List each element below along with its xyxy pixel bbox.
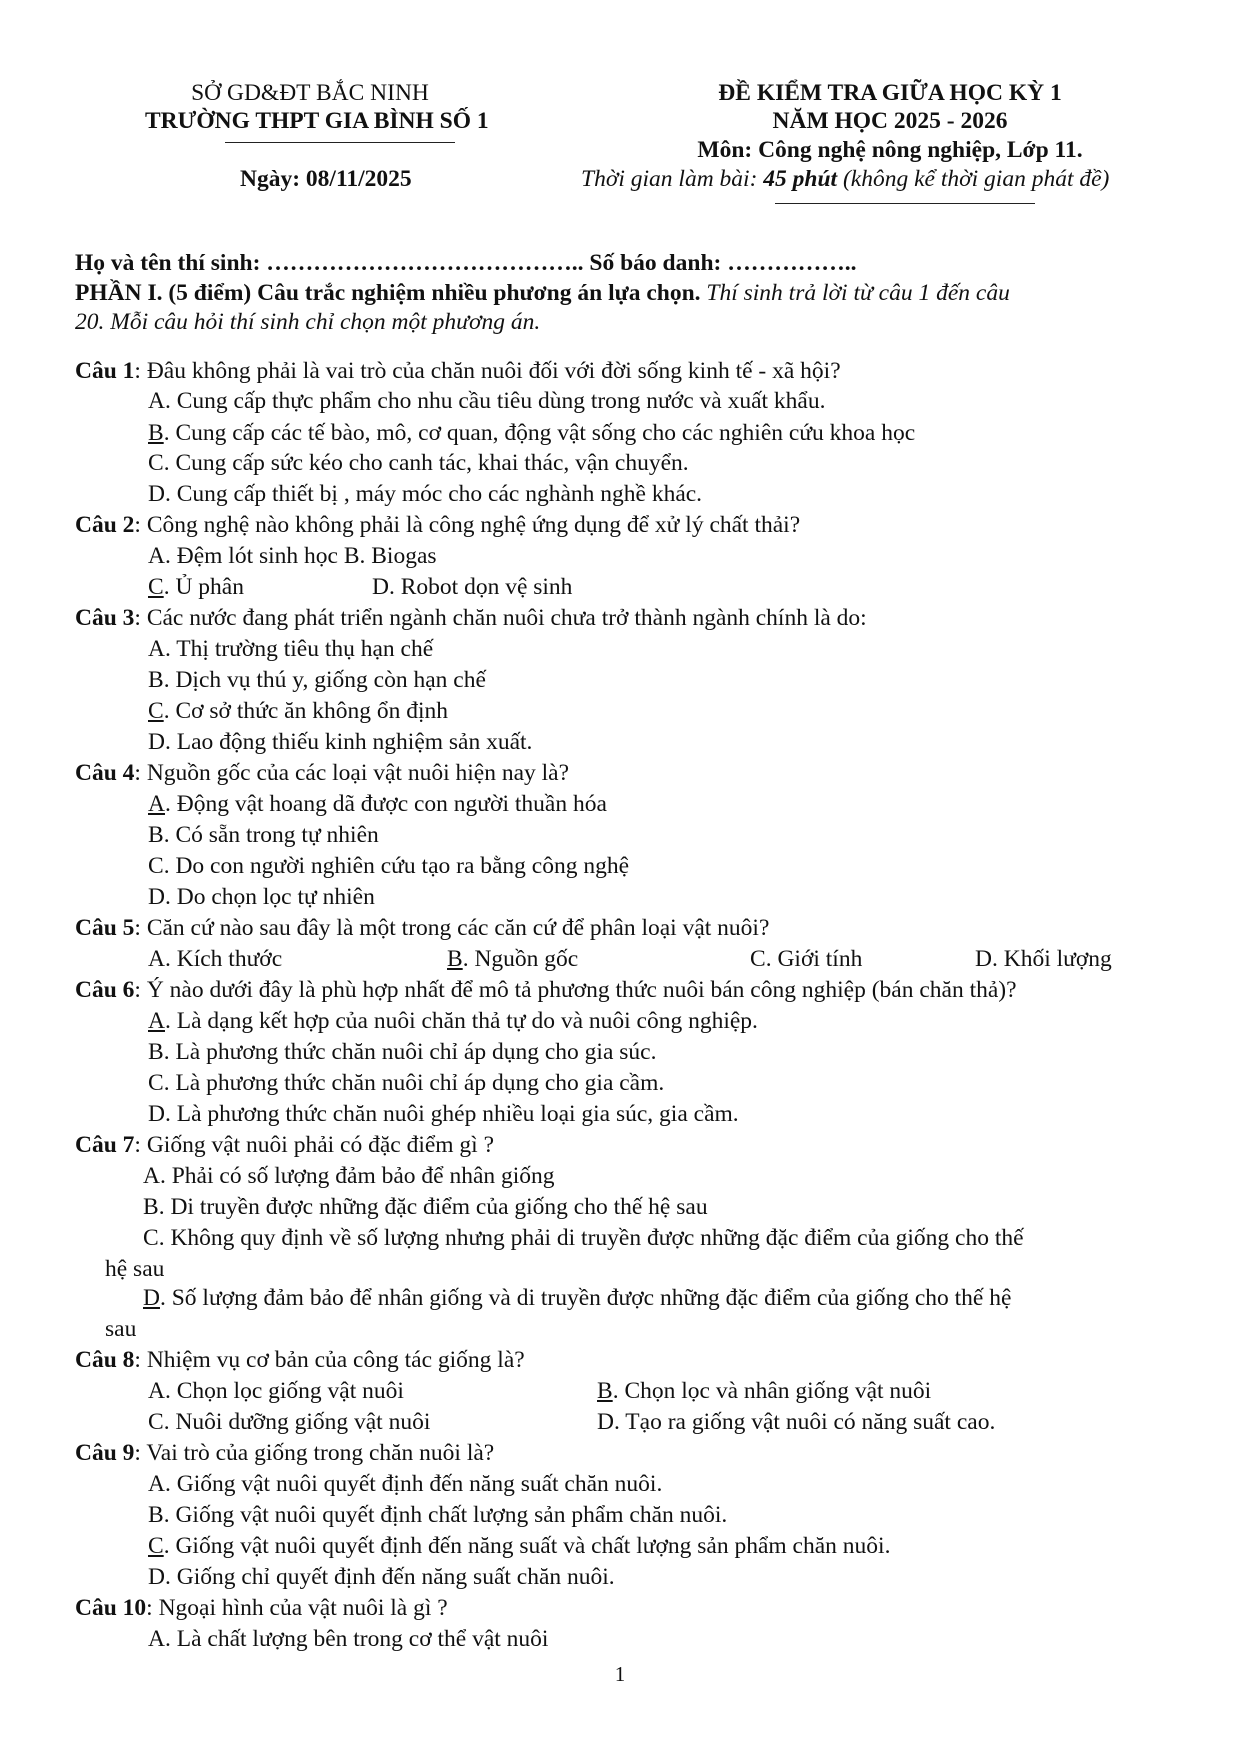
question-label: Câu 9: [75, 1440, 135, 1466]
option-text: . Giống vật nuôi quyết định chất lượng sản phẩm chăn nuôi.: [163, 1502, 728, 1528]
option-text: . Cung cấp thực phẩm cho nhu cầu tiêu dùng trong nước và xuất khẩu.: [164, 388, 826, 414]
option-text: . Giống vật nuôi quyết định đến năng suất và chất lượng sản phẩm chăn nuôi.: [163, 1533, 891, 1559]
option-text: . Khối lượng: [991, 946, 1112, 972]
question-label: Câu 3: [75, 605, 135, 631]
option-text: . Cơ sở thức ăn không ổn định: [163, 698, 449, 724]
answer-option[interactable]: [148, 667, 486, 694]
option-text: . Đệm lót sinh học B. Biogas: [164, 543, 437, 569]
option-key: B: [447, 946, 463, 972]
answer-option[interactable]: [148, 1409, 430, 1436]
option-text: . Giống vật nuôi quyết định đến năng suất chăn nuôi.: [164, 1471, 663, 1497]
option-text-continued: hệ sau: [105, 1256, 165, 1282]
answer-option[interactable]: [148, 1626, 548, 1653]
part1-instruction: 20. Mỗi câu hỏi thí sinh chỉ chọn một phương án.: [75, 309, 541, 335]
question-text: : Các nước đang phát triển ngành chăn nuôi chưa trở thành ngành chính là do:: [134, 605, 867, 631]
option-text: . Tạo ra giống vật nuôi có năng suất cao.: [613, 1409, 996, 1435]
option-key: D: [372, 574, 389, 600]
option-text: . Robot dọn vệ sinh: [388, 574, 573, 600]
option-key: B: [143, 1194, 159, 1220]
answer-option[interactable]: [148, 1502, 727, 1529]
answer-option[interactable]: [148, 822, 379, 849]
option-key: C: [148, 450, 164, 476]
question-text: : Vai trò của giống trong chăn nuôi là?: [134, 1440, 495, 1466]
question-text: : Ngoại hình của vật nuôi là gì ?: [146, 1595, 448, 1621]
option-text: . Giống chỉ quyết định đến năng suất chăn nuôi.: [164, 1564, 615, 1590]
option-key: B: [597, 1378, 613, 1404]
option-key: A: [148, 791, 165, 817]
answer-option[interactable]: [148, 481, 702, 508]
answer-option[interactable]: [597, 1378, 931, 1405]
option-key: C: [148, 1409, 164, 1435]
option-key: D: [148, 1101, 165, 1127]
question-stem: [75, 1347, 525, 1374]
candidate-info-line: Họ và tên thí sinh: ………………………………….. Số báo danh: ……………..: [75, 250, 857, 276]
option-key: A: [148, 388, 165, 414]
option-text: . Cung cấp thiết bị , máy móc cho các nghành nghề khác.: [164, 481, 703, 507]
answer-option[interactable]: [148, 388, 825, 415]
option-key: A: [143, 1163, 160, 1189]
option-text: . Là dạng kết hợp của nuôi chăn thả tự do và nuôi công nghiệp.: [164, 1008, 758, 1034]
answer-option[interactable]: [148, 853, 629, 880]
question-label: Câu 4: [75, 760, 135, 786]
answer-option[interactable]: [597, 1409, 995, 1436]
option-text: . Có sẵn trong tự nhiên: [163, 822, 379, 848]
question-text: : Nguồn gốc của các loại vật nuôi hiện nay là?: [134, 760, 570, 786]
answer-option[interactable]: [148, 1533, 890, 1560]
answer-option[interactable]: [447, 946, 578, 973]
question-stem: [75, 605, 867, 632]
time-allowed: Thời gian làm bài: 45 phút (không kể thời gian phát đề): [581, 166, 1110, 192]
option-key: C: [148, 1070, 164, 1096]
option-key: A: [148, 1008, 165, 1034]
answer-option[interactable]: [148, 1070, 664, 1097]
page-number: 1: [614, 1662, 626, 1686]
option-key: B: [148, 667, 164, 693]
option-text: . Là phương thức chăn nuôi chỉ áp dụng cho gia súc.: [163, 1039, 657, 1065]
question-label: Câu 7: [75, 1132, 135, 1158]
option-key: A: [148, 543, 165, 569]
question-stem: [75, 760, 569, 787]
option-key: A: [148, 1378, 165, 1404]
option-key: B: [148, 420, 164, 446]
option-text: . Cung cấp các tế bào, mô, cơ quan, động vật sống cho các nghiên cứu khoa học: [163, 420, 916, 446]
question-label: Câu 2: [75, 512, 135, 538]
option-text: . Dịch vụ thú y, giống còn hạn chế: [163, 667, 486, 693]
question-stem: [75, 358, 841, 385]
answer-option[interactable]: [372, 574, 572, 601]
question-label: Câu 8: [75, 1347, 135, 1373]
option-key: D: [597, 1409, 614, 1435]
question-text: : Công nghệ nào không phải là công nghệ ứng dụng để xử lý chất thải?: [134, 512, 801, 538]
option-text: . Động vật hoang dã được con người thuần hóa: [164, 791, 607, 817]
option-text: . Chọn lọc giống vật nuôi: [164, 1378, 404, 1404]
question-stem: [75, 1132, 494, 1159]
option-text: . Giới tính: [765, 946, 863, 972]
question-stem: [75, 1440, 494, 1467]
option-key: D: [148, 1564, 165, 1590]
option-text: . Lao động thiếu kinh nghiệm sản xuất.: [164, 729, 533, 755]
option-key: A: [148, 1626, 165, 1652]
option-text: . Là phương thức chăn nuôi chỉ áp dụng cho gia cầm.: [163, 1070, 665, 1096]
option-key: D: [975, 946, 992, 972]
option-key: A: [148, 946, 165, 972]
option-key: C: [143, 1225, 159, 1251]
answer-option[interactable]: [148, 543, 437, 570]
option-text: . Không quy định về số lượng nhưng phải di truyền được những đặc điểm của giống cho thế: [158, 1225, 1024, 1251]
option-text: . Di truyền được những đặc điểm của giống cho thế hệ sau: [158, 1194, 708, 1220]
question-stem: [75, 1595, 448, 1622]
option-key: C: [148, 853, 164, 879]
answer-option[interactable]: [148, 1471, 662, 1498]
answer-option[interactable]: [148, 946, 282, 973]
answer-option[interactable]: [148, 1008, 758, 1035]
option-text: . Là phương thức chăn nuôi ghép nhiều loại gia súc, gia cầm.: [164, 1101, 739, 1127]
option-key: C: [148, 1533, 164, 1559]
question-text: : Đâu không phải là vai trò của chăn nuôi đối với đời sống kinh tế - xã hội?: [134, 358, 841, 384]
option-text: . Cung cấp sức kéo cho canh tác, khai thác, vận chuyển.: [163, 450, 689, 476]
exam-date: Ngày: 08/11/2025: [240, 166, 412, 192]
school-name: TRƯỜNG THPT GIA BÌNH SỐ 1: [145, 108, 489, 134]
option-text: . Là chất lượng bên trong cơ thể vật nuôi: [164, 1626, 549, 1652]
option-key: B: [148, 1502, 164, 1528]
answer-option[interactable]: [148, 420, 915, 447]
answer-option[interactable]: [975, 946, 1112, 973]
option-key: D: [148, 884, 165, 910]
subject-line: Môn: Công nghệ nông nghiệp, Lớp 11.: [697, 137, 1083, 163]
answer-option[interactable]: [148, 729, 532, 756]
option-key: A: [148, 636, 165, 662]
option-key: D: [143, 1285, 160, 1311]
question-label: Câu 1: [75, 358, 135, 384]
part1-heading: PHẦN I. (5 điểm) Câu trắc nghiệm nhiều phương án lựa chọn. Thí sinh trả lời từ câu 1 đến câu: [75, 280, 1010, 306]
answer-option[interactable]: [143, 1225, 1024, 1252]
answer-option[interactable]: [148, 884, 375, 911]
answer-option[interactable]: [143, 1285, 1011, 1312]
option-text: . Thị trường tiêu thụ hạn chế: [164, 636, 434, 662]
option-text: . Do con người nghiên cứu tạo ra bằng công nghệ: [163, 853, 630, 879]
option-key: D: [148, 729, 165, 755]
question-stem: [75, 512, 800, 539]
question-label: Câu 5: [75, 915, 135, 941]
question-text: : Nhiệm vụ cơ bản của công tác giống là?: [134, 1347, 525, 1373]
answer-option[interactable]: [148, 1564, 615, 1591]
answer-option[interactable]: [143, 1163, 555, 1190]
option-text: . Nuôi dưỡng giống vật nuôi: [163, 1409, 431, 1435]
answer-option[interactable]: [148, 574, 244, 601]
option-text-continued: sau: [105, 1316, 137, 1342]
school-year: NĂM HỌC 2025 - 2026: [772, 108, 1008, 134]
option-text: . Số lượng đảm bảo để nhân giống và di truyền được những đặc điểm của giống cho thế hệ: [159, 1285, 1012, 1311]
option-text: . Chọn lọc và nhân giống vật nuôi: [612, 1378, 932, 1404]
option-text: . Nguồn gốc: [462, 946, 579, 972]
option-key: C: [148, 574, 164, 600]
option-key: B: [148, 822, 164, 848]
question-stem: [75, 977, 1017, 1004]
question-text: : Căn cứ nào sau đây là một trong các căn cứ để phân loại vật nuôi?: [134, 915, 770, 941]
option-key: C: [148, 698, 164, 724]
question-text: : Ý nào dưới đây là phù hợp nhất để mô tả phương thức nuôi bán công nghiệp (bán chăn thả)?: [134, 977, 1017, 1003]
answer-option[interactable]: [148, 1039, 656, 1066]
answer-option[interactable]: [750, 946, 862, 973]
exam-title: ĐỀ KIỂM TRA GIỮA HỌC KỲ 1: [718, 80, 1062, 106]
option-key: D: [148, 481, 165, 507]
department-name: SỞ GD&ĐT BẮC NINH: [191, 80, 429, 106]
answer-option[interactable]: [148, 450, 689, 477]
option-key: C: [750, 946, 766, 972]
question-text: : Giống vật nuôi phải có đặc điểm gì ?: [134, 1132, 495, 1158]
answer-option[interactable]: [148, 1378, 404, 1405]
option-text: . Phải có số lượng đảm bảo để nhân giống: [159, 1163, 555, 1189]
option-key: A: [148, 1471, 165, 1497]
question-label: Câu 6: [75, 977, 135, 1003]
option-text: . Ủ phân: [163, 574, 244, 600]
option-key: B: [148, 1039, 164, 1065]
answer-option[interactable]: [148, 791, 607, 818]
answer-option[interactable]: [148, 698, 448, 725]
option-text: . Do chọn lọc tự nhiên: [164, 884, 375, 910]
answer-option[interactable]: [148, 1101, 739, 1128]
question-label: Câu 10: [75, 1595, 147, 1621]
question-stem: [75, 915, 769, 942]
answer-option[interactable]: [148, 636, 433, 663]
option-text: . Kích thước: [164, 946, 283, 972]
answer-option[interactable]: [143, 1194, 708, 1221]
